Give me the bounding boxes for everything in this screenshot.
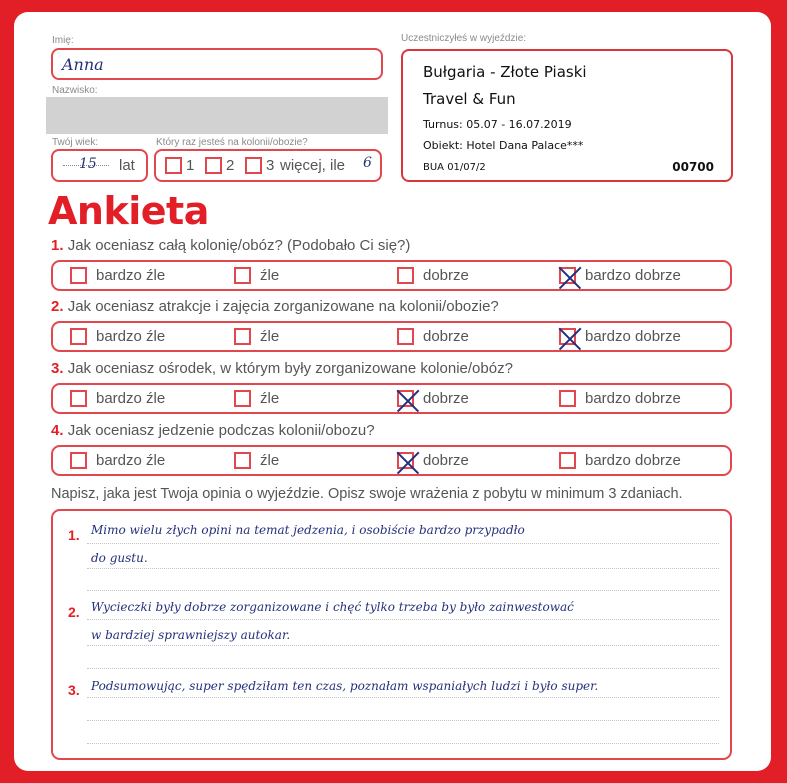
trip-code: BUA 01/07/2 <box>423 162 486 173</box>
opinion-3-number: 3. <box>68 682 80 698</box>
question-3-option-2[interactable] <box>234 390 279 407</box>
label-ktory-raz: Który raz jesteś na kolonii/obozie? <box>156 137 308 148</box>
checkbox[interactable] <box>234 390 251 407</box>
trip-destination: Bułgaria - Złote Piaski <box>423 63 587 81</box>
checkbox[interactable] <box>234 267 251 284</box>
question-1-text <box>51 237 410 254</box>
trip-obiekt: Obiekt: Hotel Dana Palace*** <box>423 139 584 152</box>
age-value: 15 <box>79 156 97 172</box>
option-label: źle <box>260 452 280 469</box>
opinion-box[interactable] <box>51 509 732 760</box>
checkbox[interactable] <box>70 452 87 469</box>
checkbox[interactable] <box>70 267 87 284</box>
question-1-option-4[interactable] <box>559 267 681 284</box>
label-uczestniczyles: Uczestniczyłeś w wyjeździe: <box>401 33 527 44</box>
checkbox-checked[interactable] <box>397 390 414 407</box>
question-1-option-2[interactable] <box>234 267 279 284</box>
opinion-2-line1: Wycieczki były dobrze zorganizowane i chęć tylko trzeba by było zainwestować <box>91 600 574 614</box>
question-4-option-2[interactable] <box>234 452 279 469</box>
camp-count-1-label: 1 <box>186 157 195 174</box>
question-4-options <box>51 445 732 476</box>
question-1-options <box>51 260 732 291</box>
checkbox[interactable] <box>234 328 251 345</box>
option-label: bardzo dobrze <box>585 390 681 407</box>
camp-count-3-label: 3 <box>266 157 275 174</box>
question-1-option-3[interactable] <box>397 267 469 284</box>
question-2-option-2[interactable] <box>234 328 279 345</box>
option-label: źle <box>260 328 280 345</box>
checkbox-checked[interactable] <box>559 267 576 284</box>
question-3-number: 3. <box>51 360 64 377</box>
option-label: bardzo źle <box>96 452 166 469</box>
checkbox[interactable] <box>559 390 576 407</box>
checkbox[interactable] <box>70 328 87 345</box>
opinion-3-rule-1 <box>87 697 719 698</box>
question-4-text <box>51 422 375 439</box>
option-label: bardzo źle <box>96 267 166 284</box>
question-4-option-3[interactable] <box>397 452 469 469</box>
opinion-2-line2: w bardziej sprawniejszy autokar. <box>91 628 291 642</box>
question-3-option-1[interactable] <box>70 390 165 407</box>
camp-count-more-value: 6 <box>363 155 372 171</box>
question-1-number: 1. <box>51 237 64 254</box>
surname-redacted <box>46 97 388 134</box>
question-2-text <box>51 298 499 315</box>
question-4-number: 4. <box>51 422 64 439</box>
opinion-2-rule-2 <box>87 645 719 646</box>
opinion-3-rule-3 <box>87 743 719 744</box>
age-unit: lat <box>119 157 135 174</box>
survey-title: Ankieta <box>48 189 209 233</box>
option-label: bardzo dobrze <box>585 328 681 345</box>
camp-count-more-label: więcej, ile <box>280 157 346 174</box>
opinion-2-rule-3 <box>87 668 719 669</box>
checkbox[interactable] <box>397 328 414 345</box>
opinion-1-rule-1 <box>87 543 719 544</box>
opinion-prompt: Napisz, jaka jest Twoja opinia o wyjeździe. Opisz swoje wrażenia z pobytu w minimum 3 zdaniach. <box>51 486 683 502</box>
checkbox-checked[interactable] <box>559 328 576 345</box>
option-label: dobrze <box>423 328 469 345</box>
checkbox[interactable] <box>234 452 251 469</box>
trip-info-box <box>401 49 733 182</box>
option-label: dobrze <box>423 267 469 284</box>
option-label: źle <box>260 267 280 284</box>
opinion-1-rule-2 <box>87 568 719 569</box>
question-2-option-4[interactable] <box>559 328 681 345</box>
question-2-label: Jak oceniasz atrakcje i zajęcia zorganizowane na kolonii/obozie? <box>67 298 499 315</box>
label-nazwisko: Nazwisko: <box>52 85 98 96</box>
opinion-1-number: 1. <box>68 527 80 543</box>
trip-organizer: Travel & Fun <box>423 90 516 108</box>
question-3-label: Jak oceniasz ośrodek, w którym były zorganizowane kolonie/obóz? <box>67 360 513 377</box>
opinion-1-line2: do gustu. <box>91 551 148 565</box>
checkbox[interactable] <box>559 452 576 469</box>
option-label: źle <box>260 390 280 407</box>
trip-number: 00700 <box>672 160 714 174</box>
question-3-text <box>51 360 513 377</box>
question-3-option-3[interactable] <box>397 390 469 407</box>
opinion-2-rule-1 <box>87 619 719 620</box>
question-3-option-4[interactable] <box>559 390 681 407</box>
opinion-3-line1: Podsumowując, super spędziłam ten czas, poznałam wspaniałych ludzi i było super. <box>91 679 599 693</box>
camp-count-1-checkbox[interactable] <box>165 157 182 174</box>
question-1-option-1[interactable] <box>70 267 165 284</box>
question-3-options <box>51 383 732 414</box>
option-label: dobrze <box>423 452 469 469</box>
question-2-number: 2. <box>51 298 64 315</box>
question-1-label: Jak oceniasz całą kolonię/obóz? (Podobało Ci się?) <box>67 237 411 254</box>
label-wiek: Twój wiek: <box>52 137 99 148</box>
opinion-3-rule-2 <box>87 720 719 721</box>
checkbox[interactable] <box>397 267 414 284</box>
question-2-option-3[interactable] <box>397 328 469 345</box>
option-label: dobrze <box>423 390 469 407</box>
camp-count-field[interactable] <box>154 149 382 182</box>
option-label: bardzo źle <box>96 390 166 407</box>
name-field[interactable] <box>51 48 383 80</box>
age-field[interactable] <box>51 149 148 182</box>
camp-count-2-label: 2 <box>226 157 235 174</box>
label-imie: Imię: <box>52 35 74 46</box>
option-label: bardzo źle <box>96 328 166 345</box>
camp-count-3-checkbox[interactable] <box>245 157 262 174</box>
checkbox[interactable] <box>70 390 87 407</box>
option-label: bardzo dobrze <box>585 452 681 469</box>
question-4-option-1[interactable] <box>70 452 165 469</box>
trip-turnus: Turnus: 05.07 - 16.07.2019 <box>423 118 572 131</box>
opinion-1-rule-3 <box>87 590 719 591</box>
checkbox-checked[interactable] <box>397 452 414 469</box>
camp-count-2-checkbox[interactable] <box>205 157 222 174</box>
question-4-label: Jak oceniasz jedzenie podczas kolonii/obozu? <box>67 422 375 439</box>
opinion-2-number: 2. <box>68 604 80 620</box>
option-label: bardzo dobrze <box>585 267 681 284</box>
question-4-option-4[interactable] <box>559 452 681 469</box>
name-value: Anna <box>62 55 104 74</box>
question-2-option-1[interactable] <box>70 328 165 345</box>
opinion-1-line1: Mimo wielu złych opini na temat jedzenia, i osobiście bardzo przypadło <box>91 523 525 537</box>
question-2-options <box>51 321 732 352</box>
